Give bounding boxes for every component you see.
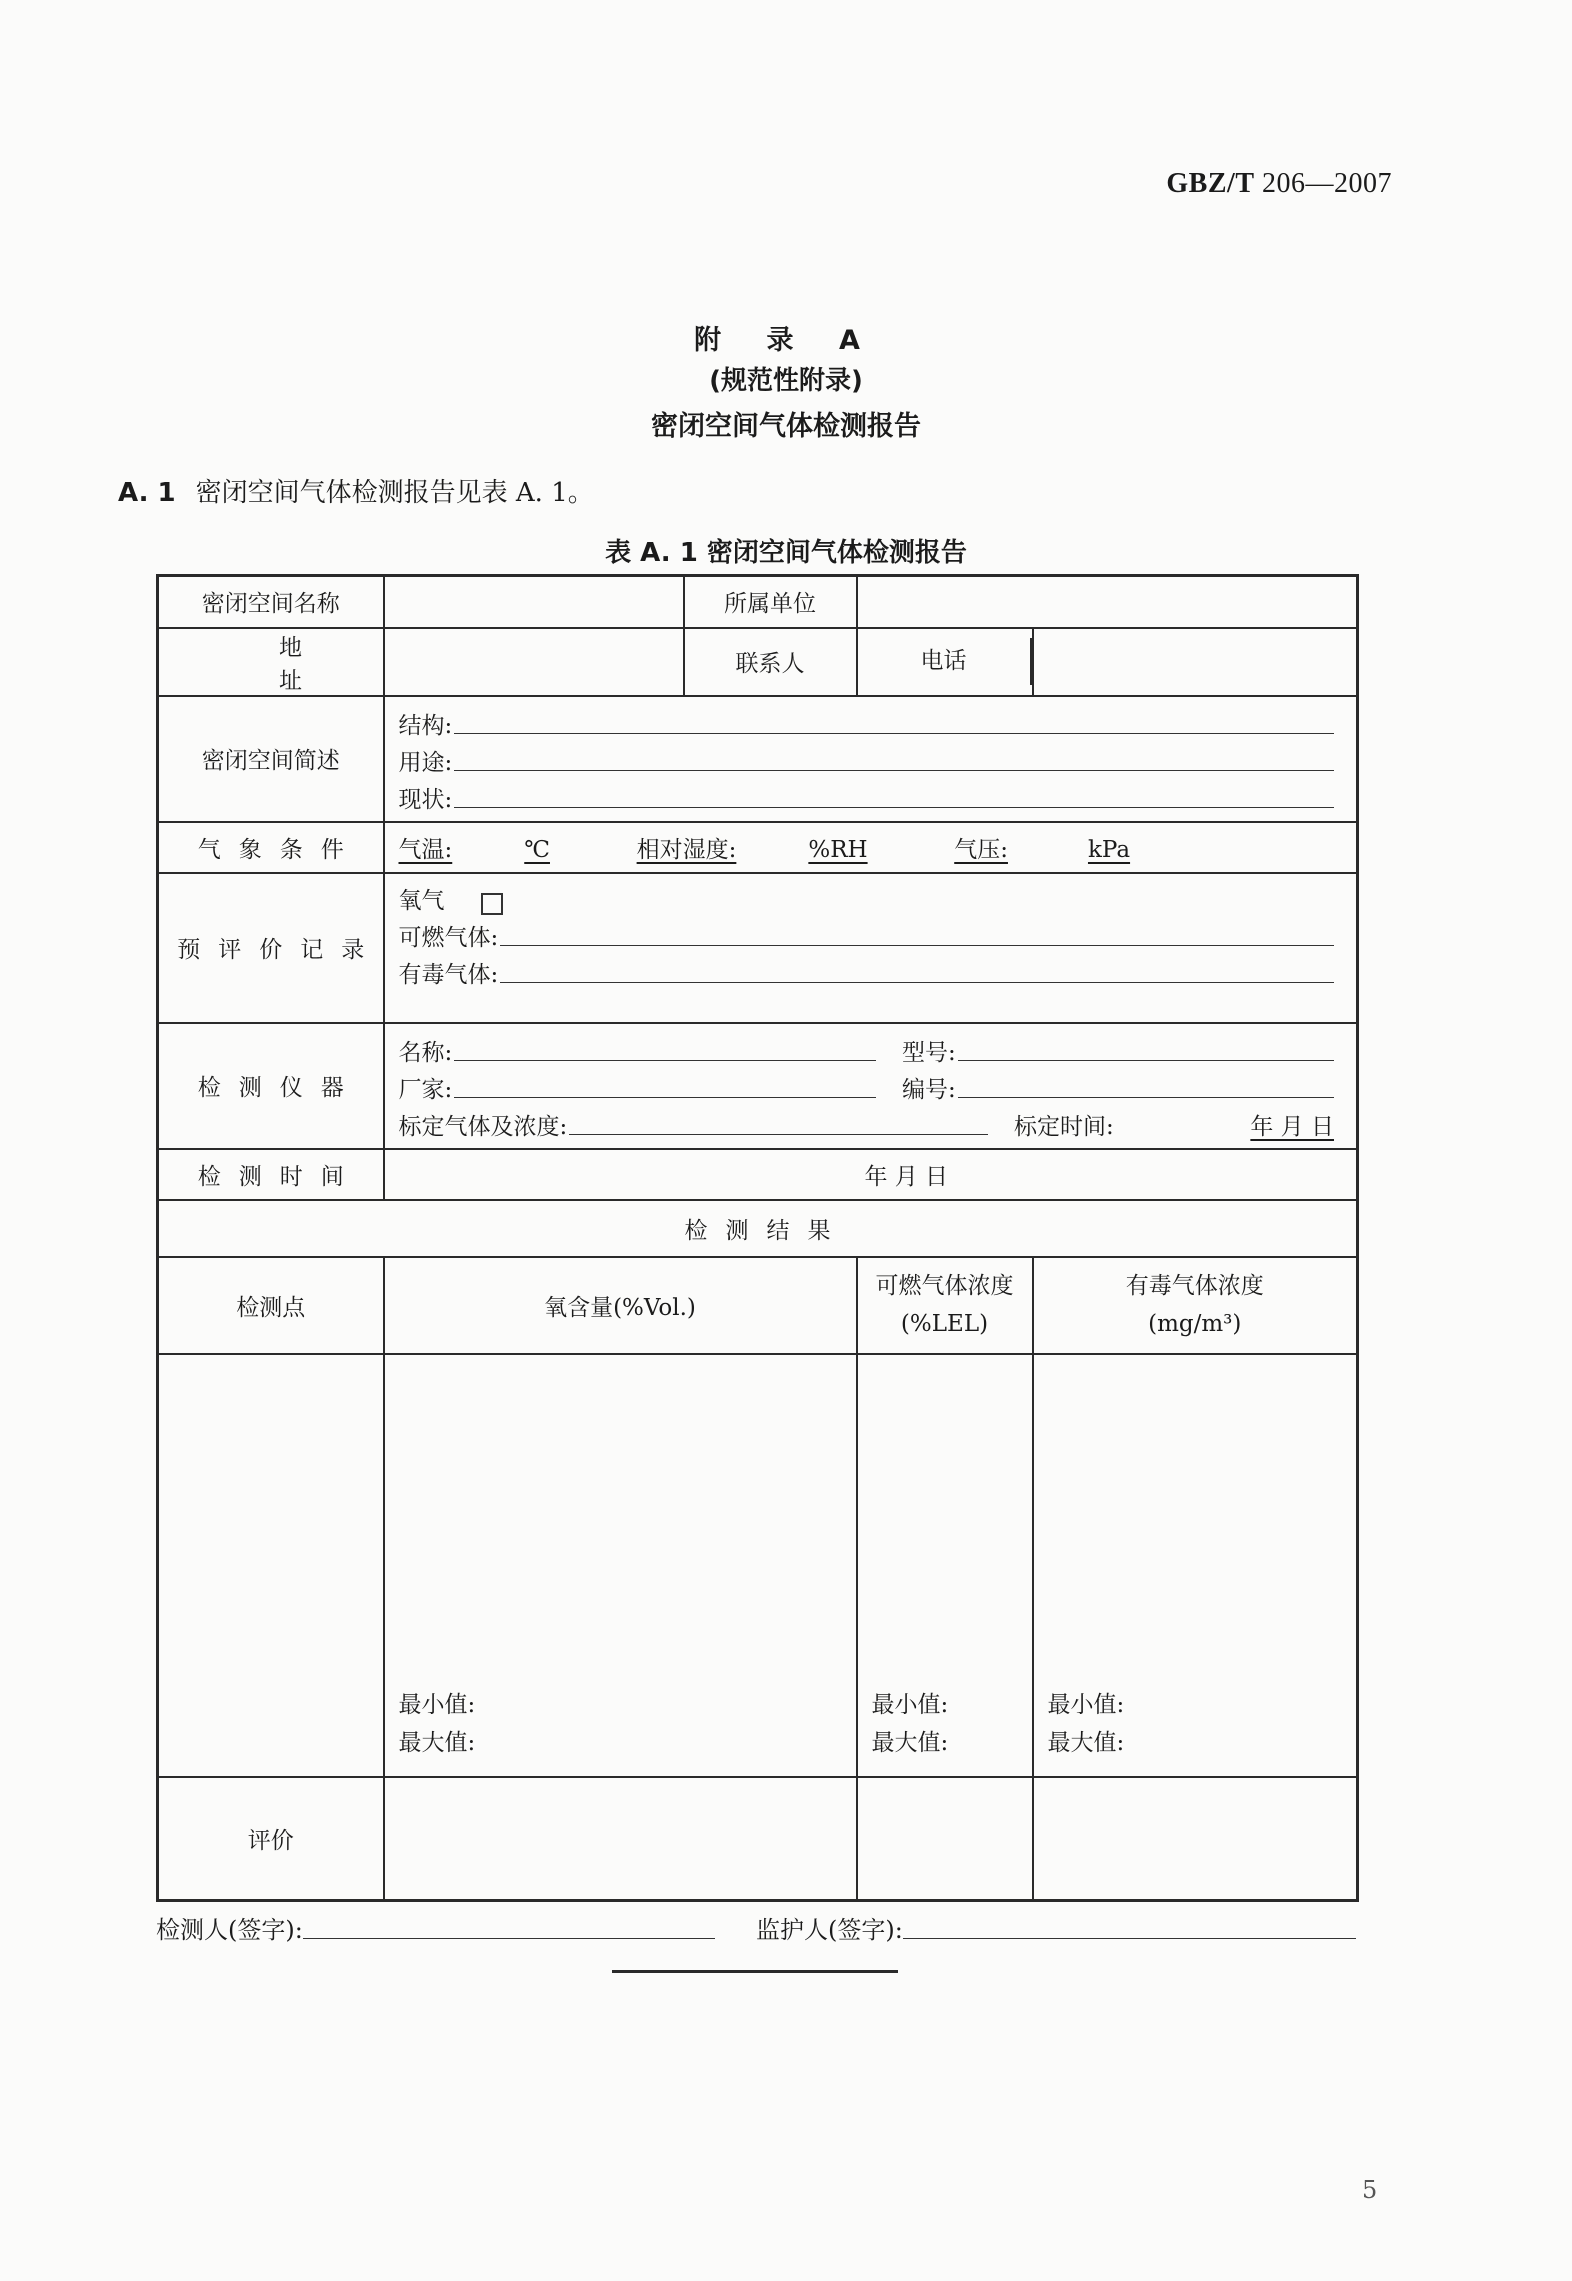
col-oxygen-header: 氧含量(%Vol.) (384, 1257, 857, 1354)
appendix-title: 附 录 A (694, 325, 878, 356)
row-evaluation (158, 1777, 1358, 1901)
humidity-field[interactable]: 相对湿度: %RH (636, 836, 868, 863)
weather-label: 气象条件 (158, 822, 384, 873)
col-toxic-header: 有毒气体浓度 (mg/m³) (1033, 1257, 1358, 1354)
inst-maker-field[interactable]: 厂家: (399, 1067, 877, 1104)
toxic-evaluation-cell[interactable] (1033, 1777, 1358, 1901)
signature-row (156, 1910, 1356, 1945)
pre-eval-fields (384, 873, 1358, 1023)
phone-value[interactable] (1033, 628, 1358, 696)
toxic-values-cell[interactable]: 最小值: 最大值: (1033, 1354, 1358, 1777)
oxygen-evaluation-cell[interactable] (384, 1777, 857, 1901)
space-name-value[interactable] (384, 576, 684, 628)
inst-model-field[interactable]: 型号: (902, 1030, 1334, 1067)
test-time-label: 检测时间 (158, 1149, 384, 1200)
row-column-headers (158, 1257, 1358, 1354)
calib-gas-field[interactable]: 标定气体及浓度: (399, 1104, 989, 1141)
address-value[interactable] (384, 628, 684, 696)
weather-fields (384, 822, 1358, 873)
clause-a1 (118, 472, 594, 509)
address-label: 地 址 (158, 628, 384, 696)
flammable-evaluation-cell[interactable] (857, 1777, 1033, 1901)
calib-time-field[interactable]: 标定时间: 年 月 日 (1014, 1114, 1334, 1140)
row-description (158, 696, 1358, 822)
temp-field[interactable]: 气温: ℃ (398, 836, 550, 863)
row-address (158, 628, 1358, 696)
test-time-value[interactable]: 年 月 日 (384, 1149, 1358, 1200)
clause-text: 密闭空间气体检测报告见表 A. 1。 (195, 478, 594, 508)
row-space-name (158, 576, 1358, 628)
description-fields (384, 696, 1358, 822)
results-label: 检测结果 (158, 1200, 1358, 1257)
inst-name-field[interactable]: 名称: (399, 1030, 877, 1067)
document-number: GBZ/T 206—2007 (1166, 168, 1392, 199)
usage-field[interactable]: 用途: (399, 740, 1335, 777)
row-weather (158, 822, 1358, 873)
col-point-header: 检测点 (158, 1257, 384, 1354)
unit-label: 所属单位 (684, 576, 857, 628)
phone-label: 电话 (858, 638, 1032, 685)
row-instrument (158, 1023, 1358, 1149)
row-results-header (158, 1200, 1358, 1257)
table-caption: 表 A. 1 密闭空间气体检测报告 (605, 538, 967, 568)
oxygen-checkbox[interactable] (481, 893, 503, 915)
status-field[interactable]: 现状: (399, 777, 1335, 814)
appendix-name: 密闭空间气体检测报告 (651, 411, 921, 442)
contact-label: 联系人 (684, 628, 857, 696)
page-number: 5 (1362, 2176, 1378, 2204)
col-flammable-header: 可燃气体浓度 (%LEL) (857, 1257, 1033, 1354)
space-name-label: 密闭空间名称 (158, 576, 384, 628)
row-pre-eval (158, 873, 1358, 1023)
instrument-fields (384, 1023, 1358, 1149)
instrument-label: 检测仪器 (158, 1023, 384, 1149)
evaluation-label: 评价 (158, 1777, 384, 1901)
end-rule (612, 1970, 898, 1973)
row-test-time (158, 1149, 1358, 1200)
description-label: 密闭空间简述 (158, 696, 384, 822)
oxygen-values-cell[interactable]: 最小值: 最大值: (384, 1354, 857, 1777)
clause-number: A. 1 (118, 478, 176, 508)
appendix-subtitle: (规范性附录) (709, 366, 863, 396)
oxygen-field: 氧气 (399, 878, 1335, 915)
guardian-signature[interactable]: 监护人(签字): (756, 1910, 1356, 1945)
tester-signature[interactable]: 检测人(签字): (156, 1910, 756, 1945)
pressure-field[interactable]: 气压: kPa (954, 836, 1131, 863)
flammable-field[interactable]: 可燃气体: (399, 915, 1335, 952)
contact-value[interactable] (857, 628, 1033, 696)
gas-detection-report-table (156, 574, 1359, 1902)
inst-serial-field[interactable]: 编号: (902, 1067, 1334, 1104)
pre-eval-label: 预评价记录 (158, 873, 384, 1023)
toxic-field[interactable]: 有毒气体: (399, 952, 1335, 989)
measure-points-cell[interactable] (158, 1354, 384, 1777)
structure-field[interactable]: 结构: (399, 703, 1335, 740)
unit-value[interactable] (857, 576, 1358, 628)
row-measurements (158, 1354, 1358, 1777)
flammable-values-cell[interactable]: 最小值: 最大值: (857, 1354, 1033, 1777)
